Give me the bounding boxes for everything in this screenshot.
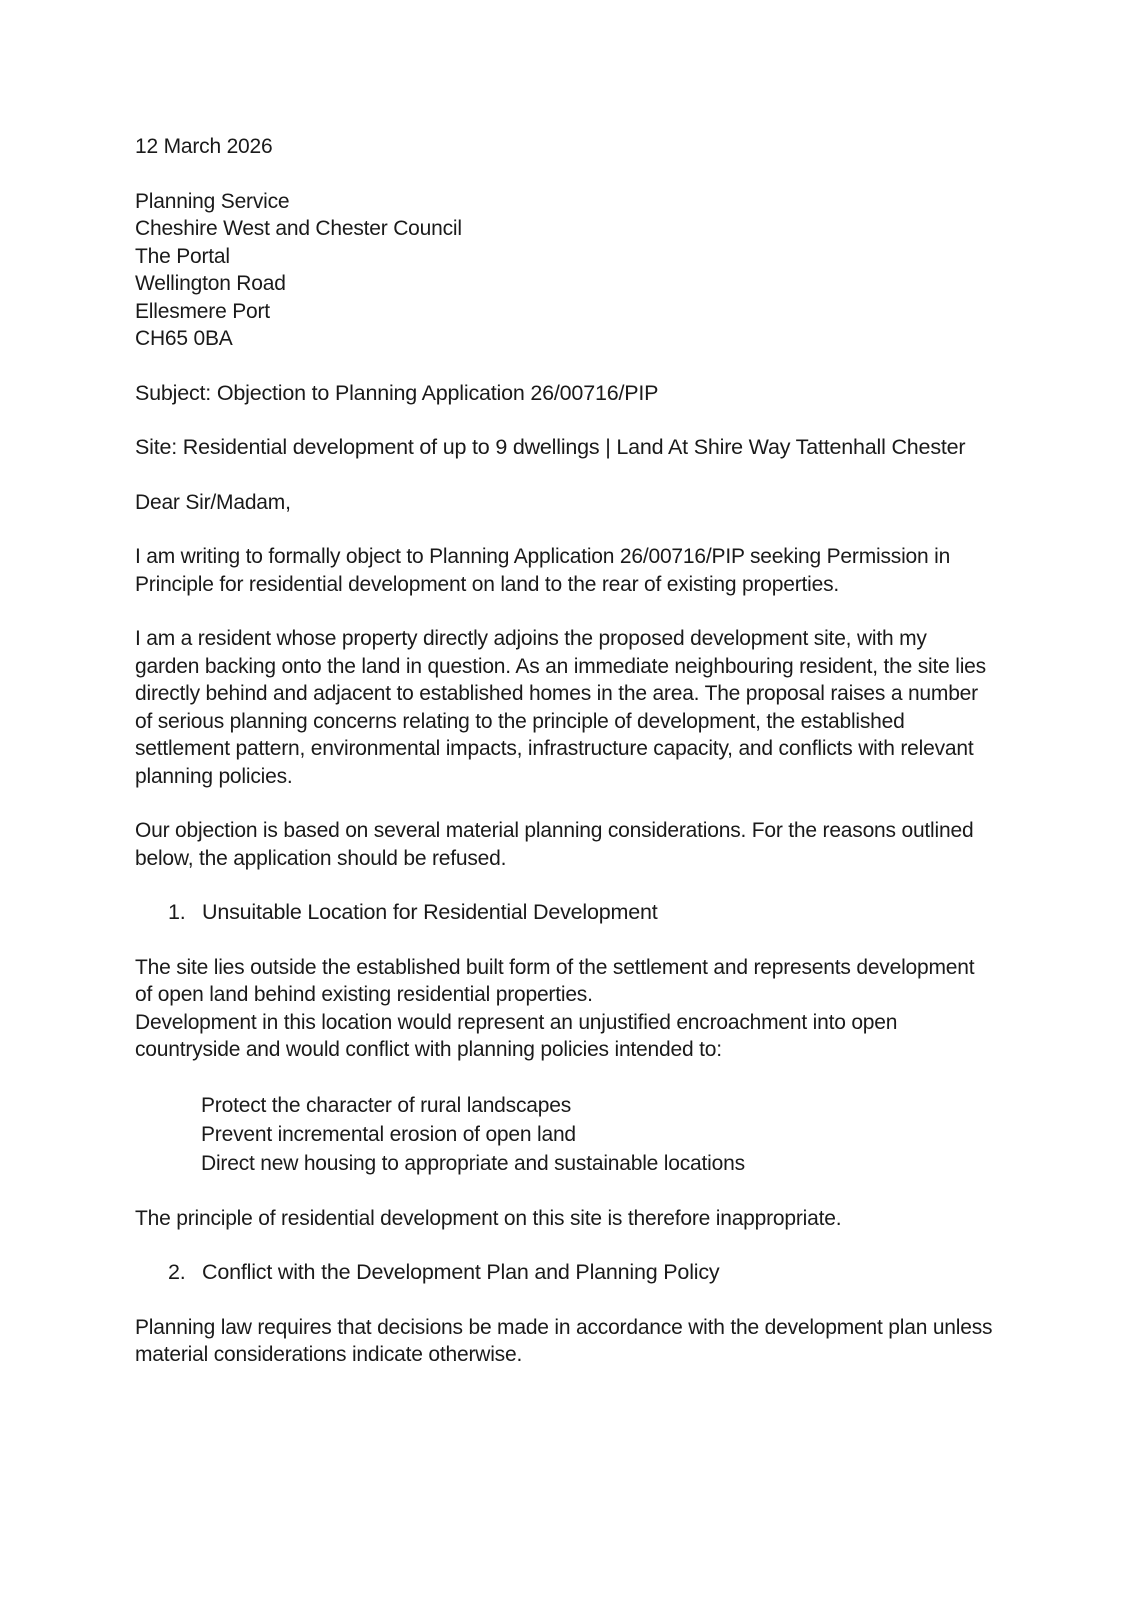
- list-item: Direct new housing to appropriate and sustainable locations: [201, 1151, 745, 1175]
- address-line: The Portal: [135, 244, 230, 268]
- subject-line: Subject: Objection to Planning Application 26/00716/PIP: [135, 380, 659, 405]
- address-line: Cheshire West and Chester Council: [135, 217, 462, 240]
- list-item: Prevent incremental erosion of open land: [201, 1122, 576, 1146]
- letter-body: [135, 133, 995, 1396]
- section-title: Conflict with the Development Plan and Planning Policy: [202, 1260, 720, 1284]
- section-1-text: Development in this location would represent an unjustified encroachment into open countryside and would conflict with planning policies intended to:: [135, 1010, 898, 1061]
- section-1-heading: [168, 899, 995, 927]
- section-1-text: The site lies outside the established built form of the settlement and represents development of open land behind existing residential properties.: [135, 955, 975, 1006]
- intro-paragraph: I am writing to formally object to Planning Application 26/00716/PIP seeking Permission in Principle for residential development on land to the rear of existing properties.: [135, 545, 951, 596]
- salutation: Dear Sir/Madam,: [135, 490, 291, 514]
- letter-date: 12 March 2026: [135, 135, 273, 158]
- resident-paragraph: I am a resident whose property directly adjoins the proposed development site, with my garden backing onto the land in question. As an immediate neighbouring resident, the site lies directly behind and adjacent to established homes in the area. The proposal raises a number of serious planning concerns relating to the principle of development, the established settlement pattern, environmental impacts, infrastructure capacity, and conflicts with relevant planning policies.: [135, 627, 986, 788]
- policy-list: [201, 1091, 995, 1178]
- address-line: CH65 0BA: [135, 327, 233, 350]
- address-line: Wellington Road: [135, 272, 286, 295]
- section-1-conclusion: The principle of residential development on this site is therefore inappropriate.: [135, 1206, 842, 1230]
- section-2-heading: [168, 1259, 995, 1287]
- recipient-address: [135, 188, 995, 353]
- section-number: 2.: [168, 1260, 186, 1284]
- site-line: Site: Residential development of up to 9 dwellings | Land At Shire Way Tattenhall Chester: [135, 435, 966, 459]
- section-title: Unsuitable Location for Residential Development: [202, 900, 658, 924]
- address-line: Ellesmere Port: [135, 299, 270, 323]
- basis-paragraph: Our objection is based on several material planning considerations. For the reasons outlined below, the application should be refused.: [135, 819, 974, 870]
- list-item: Protect the character of rural landscapes: [201, 1093, 571, 1117]
- section-number: 1.: [168, 900, 186, 924]
- section-2-text: Planning law requires that decisions be made in accordance with the development plan unless material considerations indicate otherwise.: [135, 1315, 993, 1366]
- address-line: Planning Service: [135, 189, 290, 213]
